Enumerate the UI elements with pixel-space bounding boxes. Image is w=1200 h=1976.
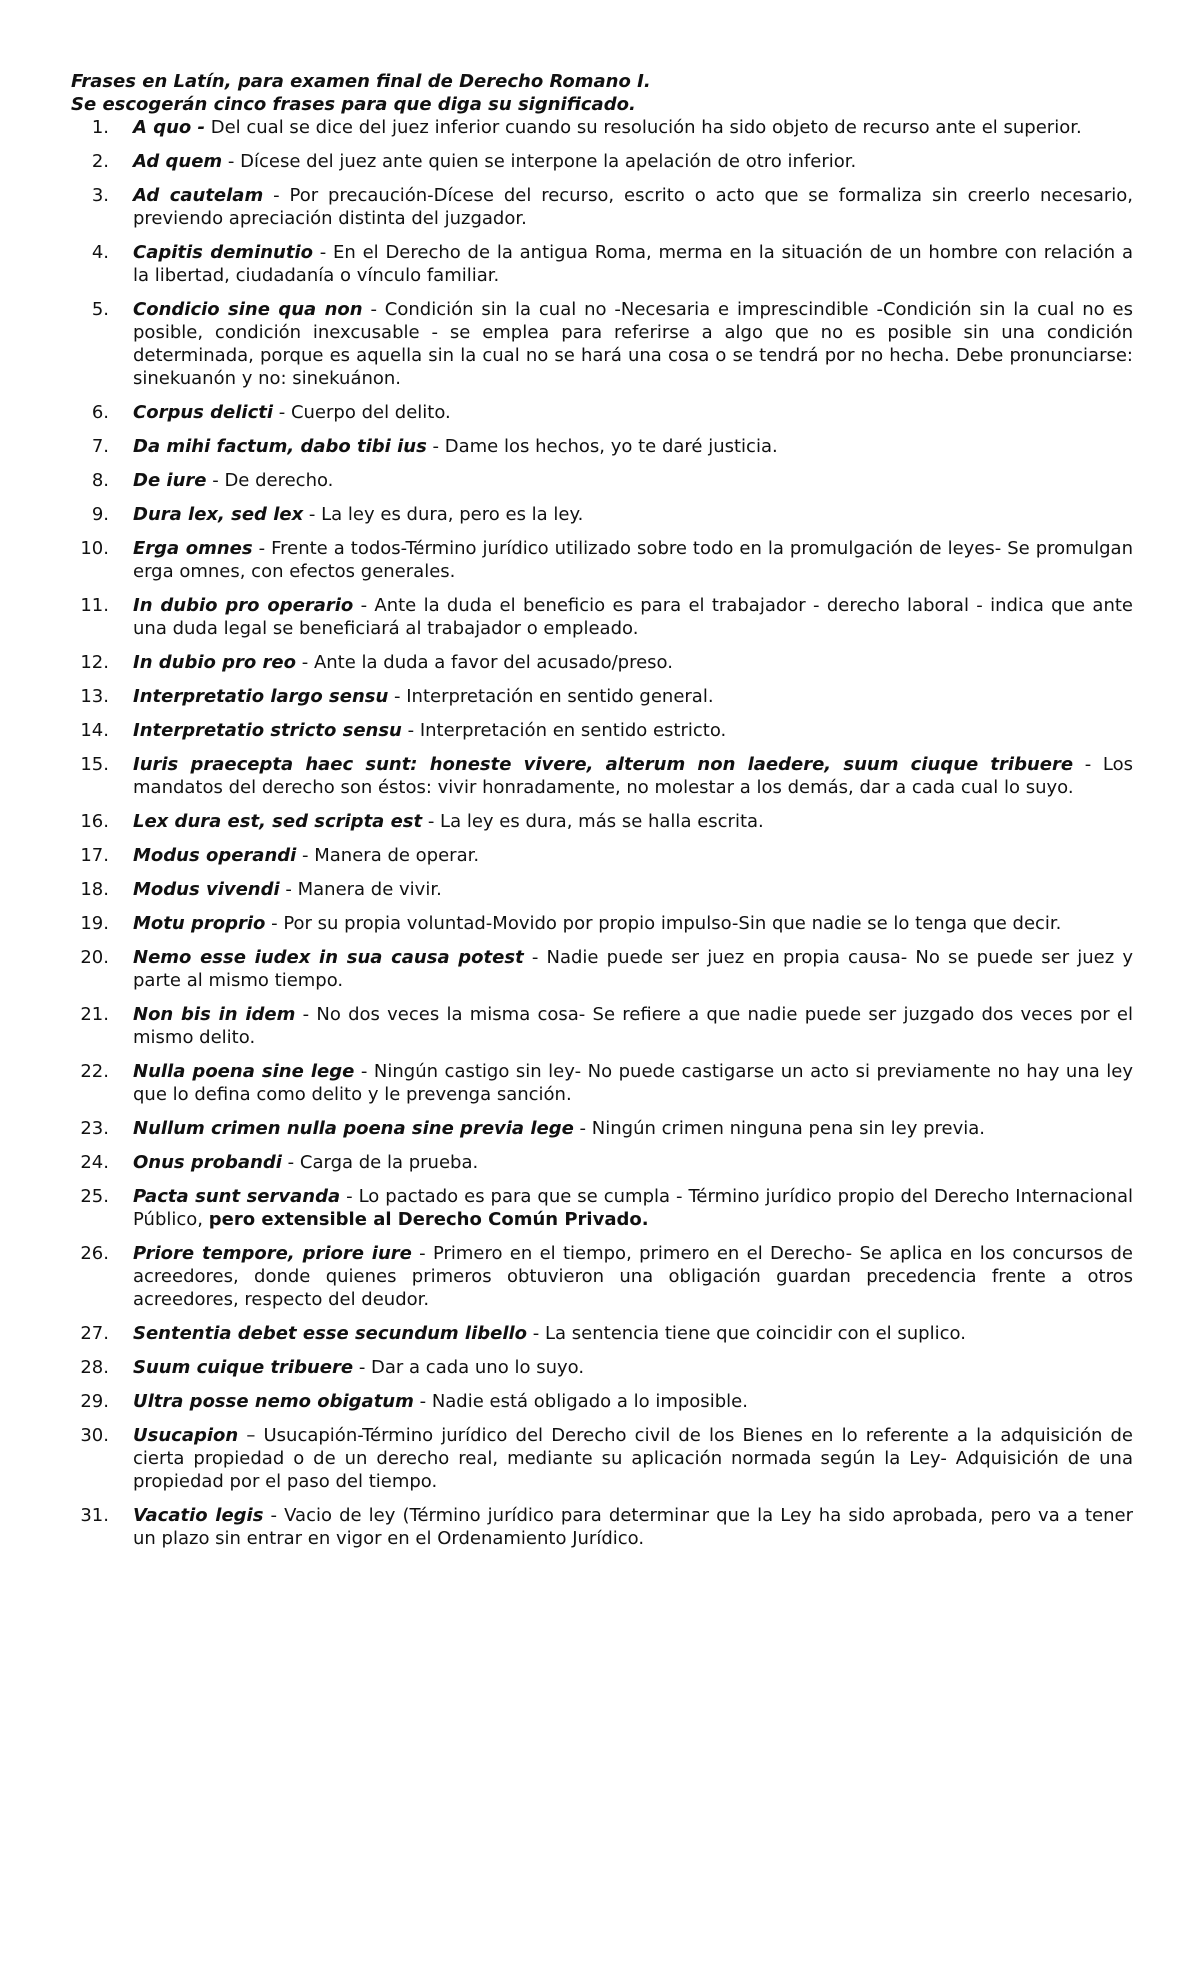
item-number: 28. xyxy=(80,1357,109,1378)
term-definition: - Dar a cada uno lo suyo. xyxy=(353,1357,585,1378)
list-item xyxy=(71,150,1133,173)
item-text xyxy=(109,1504,1133,1550)
item-text xyxy=(109,810,1133,833)
latin-term: Interpretatio stricto sensu xyxy=(133,720,402,741)
term-definition: - De derecho. xyxy=(206,470,334,491)
item-text xyxy=(109,116,1133,139)
latin-term: Onus probandi xyxy=(133,1152,282,1173)
item-number: 27. xyxy=(80,1323,109,1344)
latin-term: Suum cuique tribuere xyxy=(133,1357,354,1378)
item-text xyxy=(109,1003,1133,1049)
item-text xyxy=(109,1185,1133,1231)
latin-term: Nulla poena sine lege xyxy=(133,1061,355,1082)
item-text xyxy=(109,503,1133,526)
list-item xyxy=(71,1151,1133,1174)
item-text xyxy=(109,651,1133,674)
term-definition: - Dame los hechos, yo te daré justicia. xyxy=(426,436,778,457)
term-definition: - Dícese del juez ante quien se interpone la apelación de otro inferior. xyxy=(222,151,857,172)
item-text xyxy=(109,537,1133,583)
latin-term: Interpretatio largo sensu xyxy=(133,686,389,707)
term-definition: - Primero en el tiempo, primero en el Derecho- Se aplica en los concursos de acreedores, donde quienes primeros obtuvieron una obligación guardan precedencia frente a otros acreedores, respecto del deudor. xyxy=(133,1243,1133,1310)
term-definition: - Ningún castigo sin ley- No puede castigarse un acto si previamente no hay una ley que lo defina como delito y le prevenga sanción. xyxy=(133,1061,1134,1105)
item-number: 8. xyxy=(91,470,109,491)
list-item xyxy=(71,685,1133,708)
term-definition: - Nadie está obligado a lo imposible. xyxy=(413,1391,748,1412)
item-number: 19. xyxy=(80,913,109,934)
term-definition: - Vacio de ley (Término jurídico para determinar que la Ley ha sido aprobada, pero va a tener un plazo sin entrar en vigor en el Ordenamiento Jurídico. xyxy=(133,1505,1133,1549)
item-text xyxy=(109,150,1133,173)
item-number: 20. xyxy=(80,947,109,968)
term-definition: - Nadie puede ser juez en propia causa- No se puede ser juez y parte al mismo tiempo. xyxy=(133,947,1133,991)
item-text xyxy=(109,298,1133,390)
list-item xyxy=(71,946,1133,992)
item-number: 31. xyxy=(80,1505,109,1526)
term-definition: - Ningún crimen ninguna pena sin ley previa. xyxy=(573,1118,985,1139)
item-number: 24. xyxy=(80,1152,109,1173)
document-title: Frases en Latín, para examen final de Derecho Romano I. xyxy=(71,71,651,92)
item-number: 9. xyxy=(91,504,109,525)
term-definition: - Carga de la prueba. xyxy=(281,1152,479,1173)
term-definition: - Frente a todos-Término jurídico utilizado sobre todo en la promulgación de leyes- Se promulgan erga omnes, con efectos generales. xyxy=(133,538,1133,582)
latin-term: Erga omnes xyxy=(133,538,253,559)
document-page xyxy=(71,70,1133,1561)
item-number: 22. xyxy=(80,1061,109,1082)
list-item xyxy=(71,719,1133,742)
term-definition: Del cual se dice del juez inferior cuando su resolución ha sido objeto de recurso ante el superior. xyxy=(205,117,1082,138)
item-number: 11. xyxy=(80,595,109,616)
list-item xyxy=(71,1504,1133,1550)
item-text xyxy=(109,1322,1133,1345)
latin-term: In dubio pro operario xyxy=(133,595,354,616)
item-number: 5. xyxy=(91,299,109,320)
item-text xyxy=(109,1117,1133,1140)
item-text xyxy=(109,1390,1133,1413)
term-definition: - Condición sin la cual no -Necesaria e imprescindible -Condición sin la cual no es posible, condición inexcusable - se emplea para referirse a algo que no es posible sin una condición determinada, porque es aquella sin la cual no se hará una cosa o se tendrá por no hecha. Debe pronunciarse: sinekuanón y no: sinekuánon. xyxy=(133,299,1133,389)
term-definition: - Los mandatos del derecho son éstos: vivir honradamente, no molestar a los demás, dar a cada cual lo suyo. xyxy=(133,754,1133,798)
list-item xyxy=(71,401,1133,424)
list-item xyxy=(71,1242,1133,1311)
latin-term: Da mihi factum, dabo tibi ius xyxy=(133,436,427,457)
item-text xyxy=(109,401,1133,424)
item-text xyxy=(109,844,1133,867)
latin-term: Ad cautelam xyxy=(133,185,264,206)
latin-term: Iuris praecepta haec sunt: honeste vivere, alterum non laedere, suum ciuque tribuere xyxy=(133,754,1074,775)
term-definition: - Interpretación en sentido general. xyxy=(388,686,714,707)
latin-term: Ultra posse nemo obigatum xyxy=(133,1391,414,1412)
item-number: 23. xyxy=(80,1118,109,1139)
list-item xyxy=(71,503,1133,526)
list-item xyxy=(71,1424,1133,1493)
item-number: 1. xyxy=(91,117,109,138)
latin-term: Vacatio legis xyxy=(133,1505,264,1526)
term-definition: - En el Derecho de la antigua Roma, merma en la situación de un hombre con relación a la libertad, ciudadanía o vínculo familiar. xyxy=(133,242,1133,286)
item-number: 14. xyxy=(80,720,109,741)
item-number: 2. xyxy=(91,151,109,172)
item-number: 7. xyxy=(91,436,109,457)
item-number: 30. xyxy=(80,1425,109,1446)
term-definition: - Manera de operar. xyxy=(296,845,480,866)
definition-emphasis: pero extensible al Derecho Común Privado. xyxy=(208,1209,649,1230)
item-number: 6. xyxy=(91,402,109,423)
term-definition: - La ley es dura, pero es la ley. xyxy=(303,504,584,525)
latin-term: Sententia debet esse secundum libello xyxy=(133,1323,528,1344)
latin-term: Motu proprio xyxy=(133,913,266,934)
latin-term: Modus vivendi xyxy=(133,879,280,900)
item-number: 21. xyxy=(80,1004,109,1025)
item-number: 26. xyxy=(80,1243,109,1264)
item-number: 17. xyxy=(80,845,109,866)
item-text xyxy=(109,1060,1133,1106)
term-definition: - Por su propia voluntad-Movido por propio impulso-Sin que nadie se lo tenga que decir. xyxy=(265,913,1062,934)
item-number: 3. xyxy=(91,185,109,206)
item-text xyxy=(109,1424,1133,1493)
list-item xyxy=(71,594,1133,640)
list-item xyxy=(71,753,1133,799)
latin-term: Nemo esse iudex in sua causa potest xyxy=(133,947,524,968)
item-text xyxy=(109,1242,1133,1311)
item-number: 12. xyxy=(80,652,109,673)
list-item xyxy=(71,1117,1133,1140)
item-text xyxy=(109,1356,1133,1379)
list-item xyxy=(71,116,1133,139)
item-text xyxy=(109,912,1133,935)
list-item xyxy=(71,469,1133,492)
item-text xyxy=(109,1151,1133,1174)
item-text xyxy=(109,946,1133,992)
latin-term: Usucapion xyxy=(133,1425,239,1446)
latin-term: Modus operandi xyxy=(133,845,297,866)
item-number: 29. xyxy=(80,1391,109,1412)
term-definition: - La ley es dura, más se halla escrita. xyxy=(422,811,764,832)
list-item xyxy=(71,912,1133,935)
latin-term: Non bis in idem xyxy=(133,1004,296,1025)
term-definition: - Lo pactado es para que se cumpla - Término jurídico propio del Derecho Internacional Público, xyxy=(133,1186,1133,1230)
item-number: 13. xyxy=(80,686,109,707)
term-definition: - Ante la duda el beneficio es para el trabajador - derecho laboral - indica que ante una duda legal se beneficiará al trabajador o empleado. xyxy=(133,595,1133,639)
term-definition: - Ante la duda a favor del acusado/preso. xyxy=(296,652,673,673)
latin-term: Lex dura est, sed scripta est xyxy=(133,811,423,832)
list-item xyxy=(71,810,1133,833)
item-text xyxy=(109,184,1133,230)
item-number: 4. xyxy=(91,242,109,263)
latin-term: Nullum crimen nulla poena sine previa lege xyxy=(133,1118,574,1139)
item-text xyxy=(109,719,1133,742)
latin-term: Priore tempore, priore iure xyxy=(133,1243,412,1264)
term-definition: - Manera de vivir. xyxy=(279,879,442,900)
list-item xyxy=(71,435,1133,458)
item-text xyxy=(109,594,1133,640)
latin-term: Dura lex, sed lex xyxy=(133,504,304,525)
term-definition: - La sentencia tiene que coincidir con el suplico. xyxy=(527,1323,966,1344)
latin-term: De iure xyxy=(133,470,207,491)
list-item xyxy=(71,537,1133,583)
latin-term: Pacta sunt servanda xyxy=(133,1186,341,1207)
item-text xyxy=(109,685,1133,708)
item-text xyxy=(109,753,1133,799)
list-item xyxy=(71,184,1133,230)
latin-term: Capitis deminutio xyxy=(133,242,314,263)
item-text xyxy=(109,241,1133,287)
list-item xyxy=(71,844,1133,867)
latin-term: Corpus delicti xyxy=(133,402,274,423)
term-definition: – Usucapión-Término jurídico del Derecho civil de los Bienes en lo referente a la adquisición de cierta propiedad o de un derecho real, mediante su aplicación normada según la Ley- Adquisición de una propiedad por el paso del tiempo. xyxy=(133,1425,1133,1492)
latin-term: A quo - xyxy=(133,117,205,138)
term-definition: - Cuerpo del delito. xyxy=(273,402,451,423)
latin-term: In dubio pro reo xyxy=(133,652,297,673)
list-item xyxy=(71,1060,1133,1106)
item-text xyxy=(109,469,1133,492)
item-number: 25. xyxy=(80,1186,109,1207)
term-definition: - No dos veces la misma cosa- Se refiere a que nadie puede ser juzgado dos veces por el mismo delito. xyxy=(133,1004,1133,1048)
latin-term: Condicio sine qua non xyxy=(133,299,363,320)
list-item xyxy=(71,1356,1133,1379)
item-number: 18. xyxy=(80,879,109,900)
latin-phrases-list xyxy=(71,116,1133,1550)
list-item xyxy=(71,1003,1133,1049)
term-definition: - Por precaución-Dícese del recurso, escrito o acto que se formaliza sin creerlo necesario, previendo apreciación distinta del juzgador. xyxy=(133,185,1133,229)
latin-term: Ad quem xyxy=(133,151,223,172)
term-definition: - Interpretación en sentido estricto. xyxy=(401,720,727,741)
list-item xyxy=(71,878,1133,901)
list-item xyxy=(71,241,1133,287)
item-number: 15. xyxy=(80,754,109,775)
item-text xyxy=(109,435,1133,458)
list-item xyxy=(71,651,1133,674)
list-item xyxy=(71,1185,1133,1231)
list-item xyxy=(71,1390,1133,1413)
document-subtitle: Se escogerán cinco frases para que diga su significado. xyxy=(71,94,636,115)
item-text xyxy=(109,878,1133,901)
list-item xyxy=(71,298,1133,390)
item-number: 10. xyxy=(80,538,109,559)
item-number: 16. xyxy=(80,811,109,832)
list-item xyxy=(71,1322,1133,1345)
